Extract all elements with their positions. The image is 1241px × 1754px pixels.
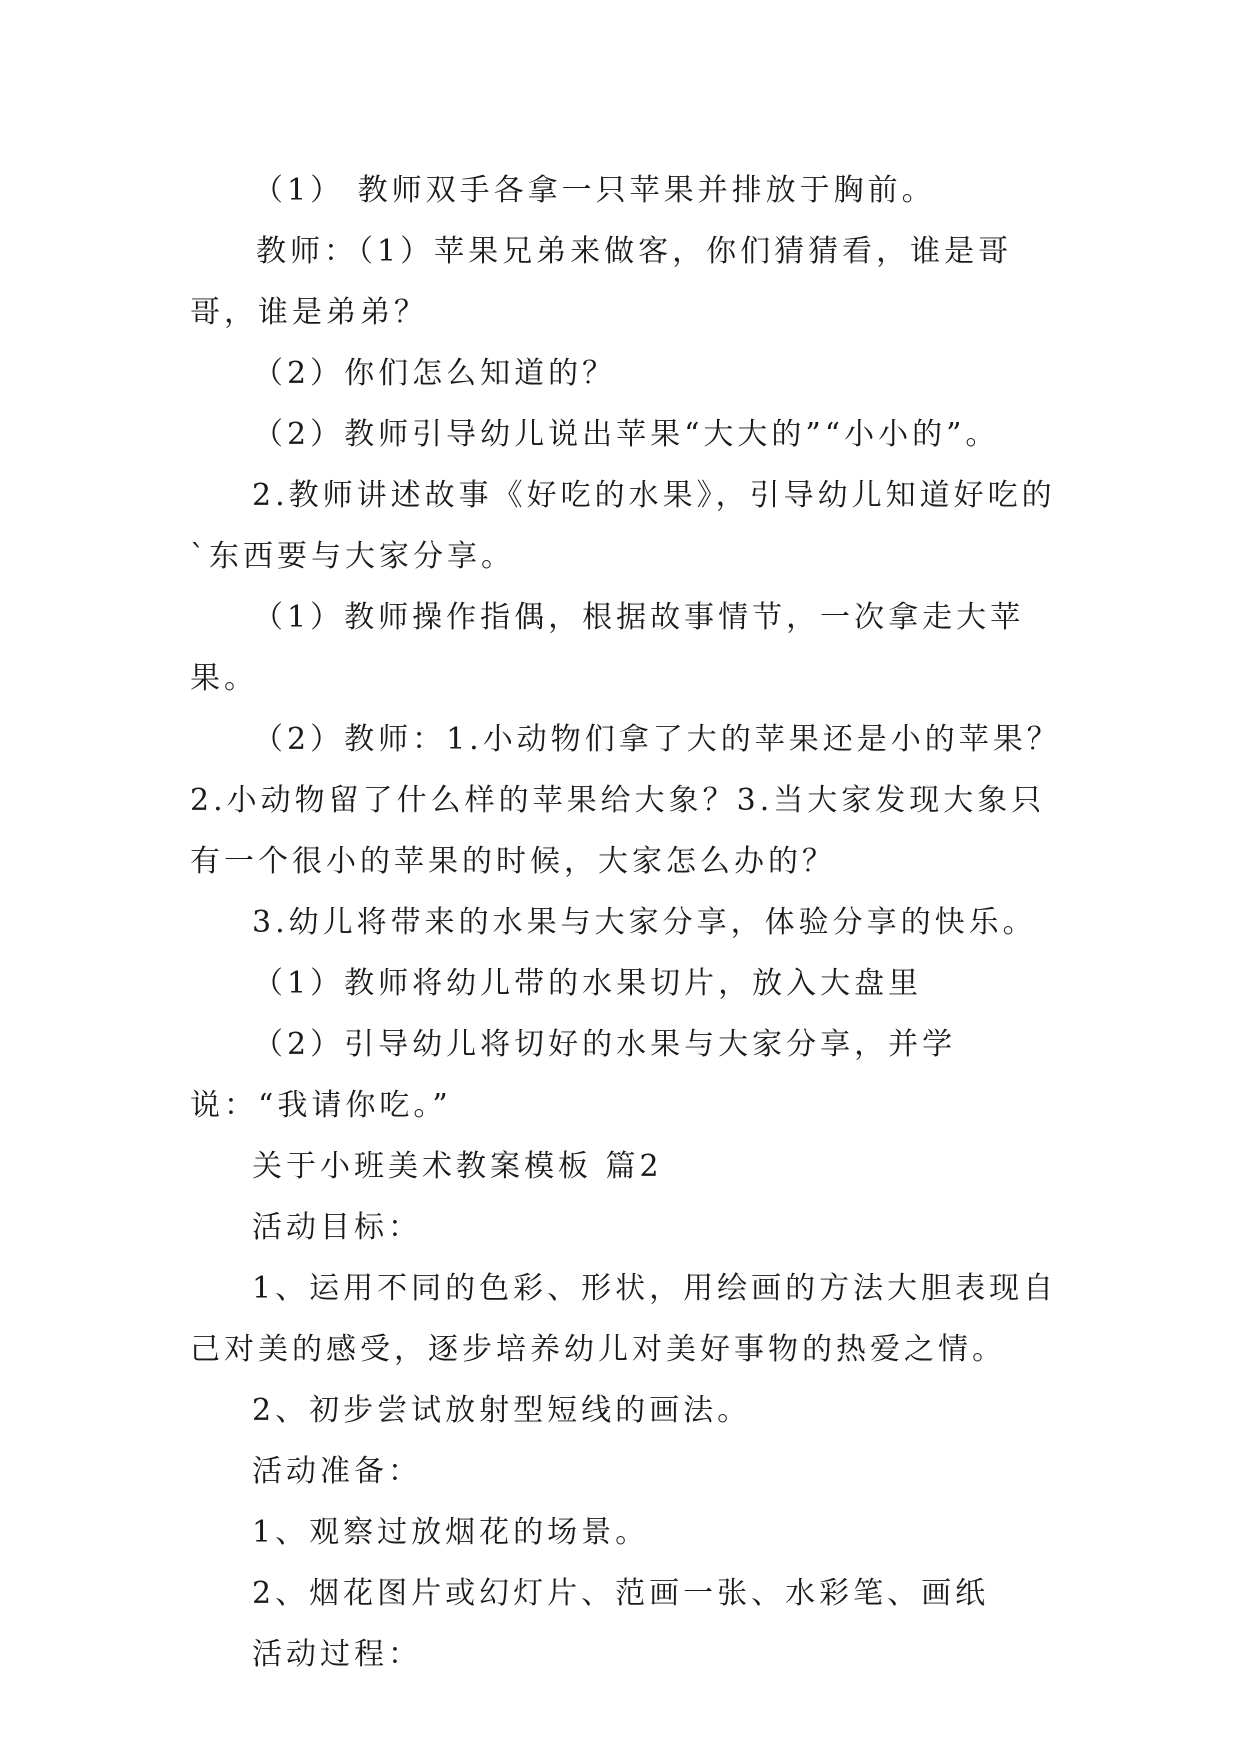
subheading: 活动准备：	[252, 1454, 422, 1489]
section-heading: 关于小班美术教案模板 篇2	[252, 1149, 663, 1184]
paragraph: （1） 教师双手各拿一只苹果并排放于胸前。	[253, 173, 936, 208]
paragraph: （2）教师引导幼儿说出苹果“大大的”“小小的”。	[253, 417, 1000, 452]
paragraph: 2、初步尝试放射型短线的画法。	[252, 1393, 752, 1428]
subheading: 活动目标：	[252, 1210, 422, 1245]
paragraph: 1、观察过放烟花的场景。	[252, 1515, 650, 1550]
paragraph: （1）教师将幼儿带的水果切片，放入大盘里	[253, 966, 923, 1001]
paragraph: （2）引导幼儿将切好的水果与大家分享，并学说：“我请你吃。”	[190, 1027, 957, 1123]
paragraph: （2）教师：1.小动物们拿了大的苹果还是小的苹果？2.小动物留了什么样的苹果给大象？3.当大家发现大象只有一个很小的苹果的时候，大家怎么办的？	[190, 722, 1061, 879]
document-body	[190, 160, 1070, 1685]
paragraph: 2、烟花图片或幻灯片、范画一张、水彩笔、画纸	[252, 1576, 990, 1611]
paragraph: （1）教师操作指偶，根据故事情节，一次拿走大苹果。	[190, 600, 1025, 696]
paragraph: （2）你们怎么知道的？	[253, 356, 617, 391]
paragraph: 教师：（1）苹果兄弟来做客，你们猜猜看，谁是哥哥，谁是弟弟？	[190, 234, 1013, 330]
paragraph: 3.幼儿将带来的水果与大家分享，体验分享的快乐。	[252, 905, 1037, 940]
subheading: 活动过程：	[252, 1637, 422, 1672]
paragraph: 1、运用不同的色彩、形状，用绘画的方法大胆表现自己对美的感受，逐步培养幼儿对美好事物的热爱之情。	[190, 1271, 1058, 1367]
paragraph: 2.教师讲述故事《好吃的水果》，引导幼儿知道好吃的`东西要与大家分享。	[190, 478, 1056, 574]
